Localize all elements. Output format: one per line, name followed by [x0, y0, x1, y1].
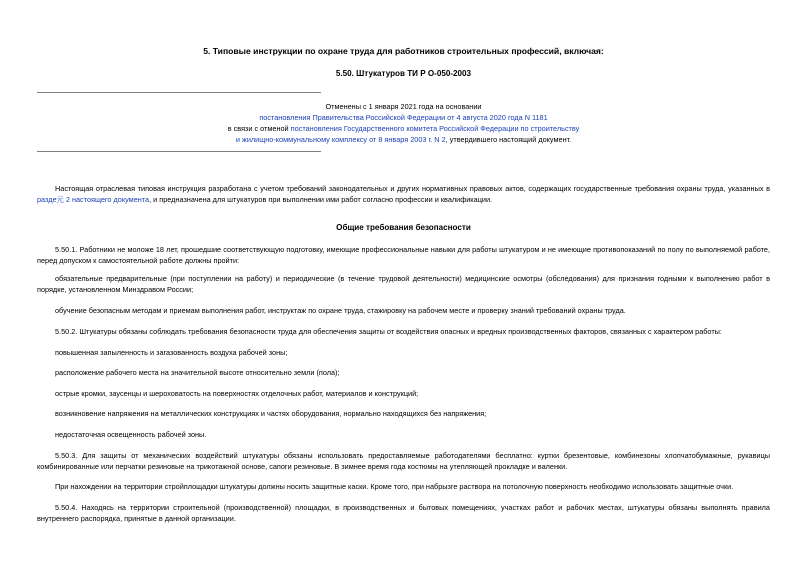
intro-paragraph: [37, 183, 770, 205]
hazard-lighting: недостаточная освещенность рабочей зоны.: [55, 430, 207, 439]
notice-link-gosstroy-decree-part2[interactable]: и жилищно-коммунальному комплексу от 8 января 2003 г. N 2: [235, 135, 446, 144]
notice-top-rule: [37, 92, 321, 93]
notice-line-1: Отменены с 1 января 2021 года на основании: [325, 102, 482, 111]
subsection-heading: 5.50. Штукатуров ТИ Р О-050-2003: [335, 69, 472, 78]
para-5-50-3: 5.50.3. Для защиты от механических воздействий штукатуры обязаны использовать предоставляемые работодателями бесплатно: куртки брезентовые, комбинезоны хлопчатобумажные, рукавицы комбинированные или перчатки резиновые на трикотажной основе, сапоги резиновые. В зимнее время года костюмы на утепляющей прокладке и валенки.: [37, 451, 770, 471]
intro-text-b: , и предназначена для штукатуров при выполнении ими работ согласно профессии и квалификации.: [149, 195, 493, 204]
notice-line-2: [0, 112, 807, 123]
notice-line-4: [0, 134, 807, 145]
hazard-height: расположение рабочего места на значительной высоте относительно земли (пола);: [55, 368, 340, 377]
para-5-50-1: 5.50.1. Работники не моложе 18 лет, прошедшие соответствующую подготовку, имеющие профессиональные навыки для работы штукатуром и не имеющие противопоказаний по полу по выполняемой работе, перед допуском к самостоятельной работе должны пройти:: [37, 245, 770, 265]
para-helmets: При нахождении на территории стройплощадки штукатуры должны носить защитные каски. Кроме того, при набрызге раствора на потолочную поверхность необходимо использовать защитные очки.: [55, 482, 734, 491]
notice-line-3-prefix: в связи с отменой: [227, 124, 291, 133]
notice-line-3: [0, 123, 807, 134]
section-heading: 5. Типовые инструкции по охране труда для работников строительных профессий, включая:: [203, 46, 604, 56]
para-training: обучение безопасным методам и приемам выполнения работ, инструктаж по охране труда, стажировку на рабочем месте и проверку знаний требований охраны труда.: [55, 306, 626, 315]
hazard-dust: повышенная запыленность и загазованность воздуха рабочей зоны;: [55, 348, 288, 357]
notice-line-4-suffix: , утвердившего настоящий документ.: [445, 135, 572, 144]
hazard-voltage: возникновение напряжения на металлических конструкциях и частях оборудования, нормально находящихся без напряжения;: [55, 409, 487, 418]
para-medical-exams: обязательные предварительные (при поступлении на работу) и периодические (в течение трудовой деятельности) медицинские осмотры (обследования) для признания годными к выполнению работ в порядке, установленном Минздравом России;: [37, 274, 770, 294]
intro-link-section-2[interactable]: разде元 2 настоящего документа: [37, 195, 150, 204]
hazard-sharp-edges: острые кромки, заусенцы и шероховатость на поверхностях отделочных работ, материалов и конструкций;: [55, 389, 419, 398]
para-5-50-4: 5.50.4. Находясь на территории строительной (производственной) площадки, в производственных и бытовых помещениях, участках работ и рабочих местах, штукатуры обязаны выполнять правила внутреннего распорядка, принятые в данной организации.: [37, 503, 770, 523]
para-5-50-2: 5.50.2. Штукатуры обязаны соблюдать требования безопасности труда для обеспечения защиты от воздействия опасных и вредных производственных факторов, связанных с характером работы:: [55, 327, 722, 336]
notice-link-gosstroy-decree-part1[interactable]: постановления Государственного комитета Российской Федерации по строительству: [290, 124, 580, 133]
notice-link-government-decree[interactable]: постановления Правительства Российской Федерации от 4 августа 2020 года N 1181: [259, 113, 548, 122]
notice-bottom-rule: [37, 151, 321, 152]
intro-text-a: Настоящая отраслевая типовая инструкция разработана с учетом требований законодательных и других нормативных правовых актов, содержащих государственные требования охраны труда, указанных в: [55, 184, 770, 193]
general-requirements-title: Общие требования безопасности: [336, 223, 471, 232]
